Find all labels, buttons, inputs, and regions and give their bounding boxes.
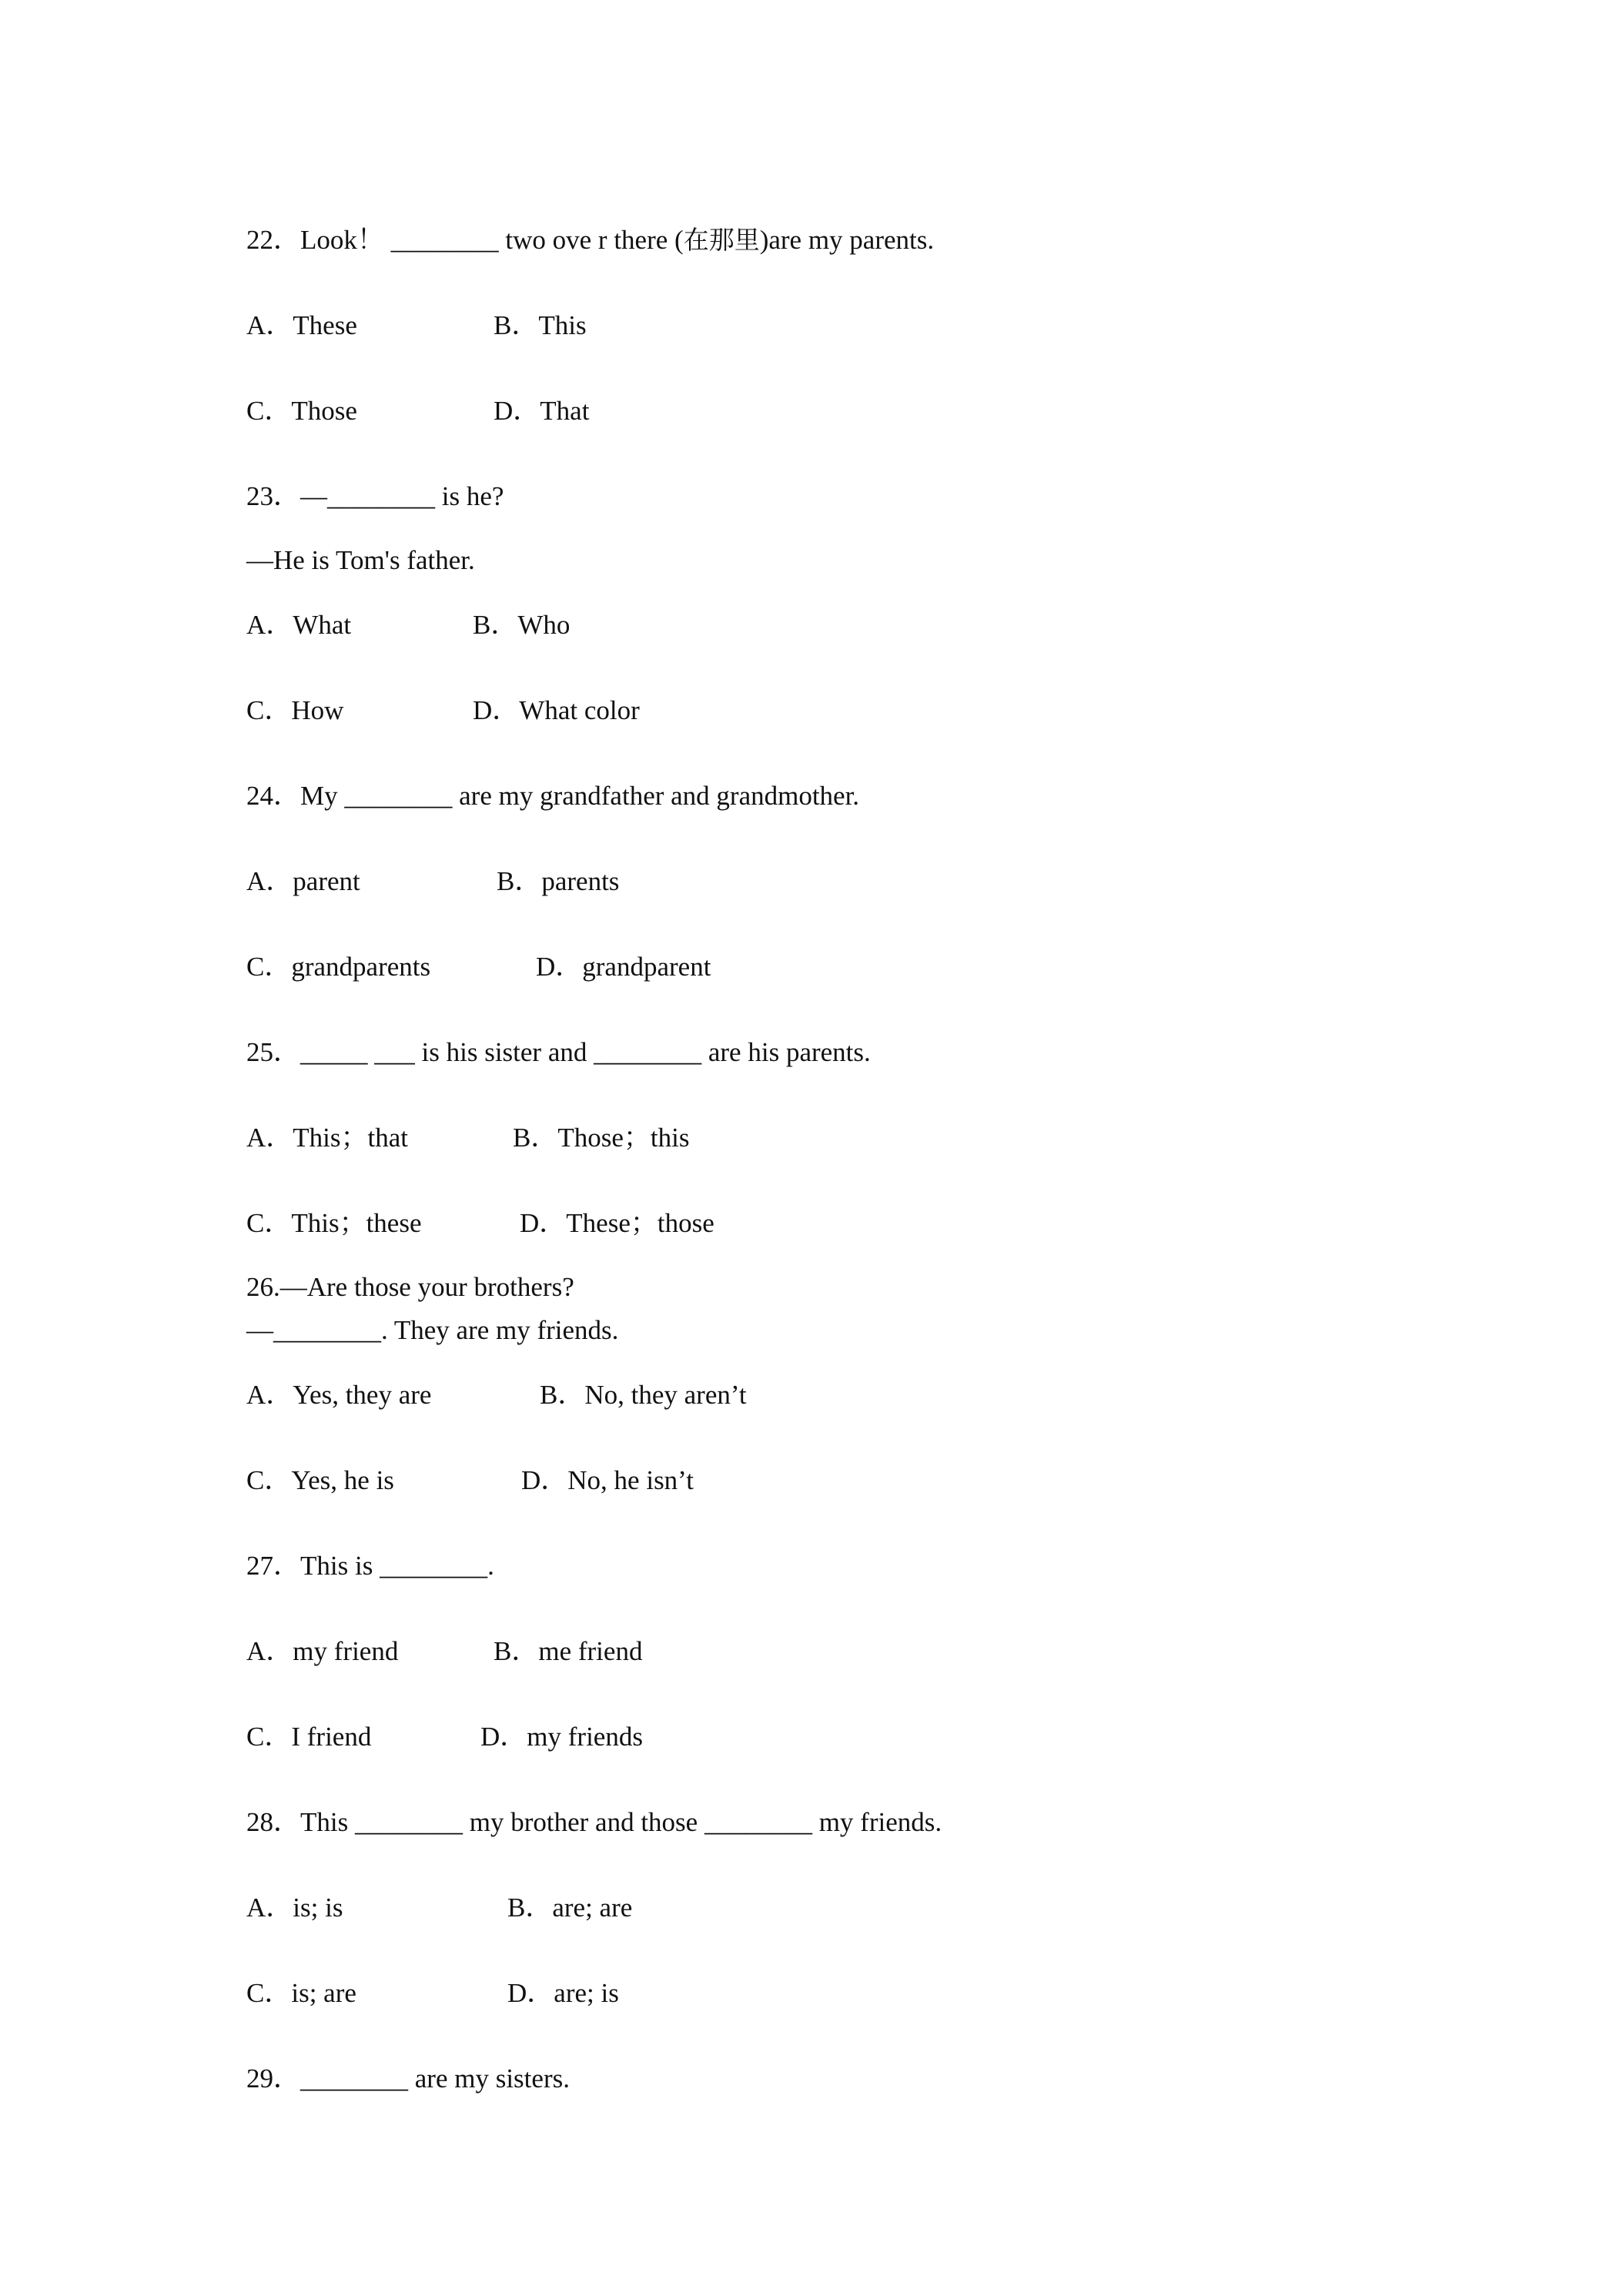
option-25-c[interactable]: C．This；these [246,1208,422,1238]
option-22-a[interactable]: A．These [246,310,357,340]
option-26-c[interactable]: C．Yes, he is [246,1465,394,1495]
option-27-a[interactable]: A．my friend [246,1636,399,1666]
option-23-d[interactable]: D．What color [473,695,640,725]
question-27 [246,1549,494,1583]
question-stem-cjk: 在那里 [683,225,760,255]
option-28-c[interactable]: C．is; are [246,1978,356,2008]
option-22-d[interactable]: D．That [494,396,590,426]
question-number: 28． [246,1807,301,1837]
option-22-b[interactable]: B．This [494,310,587,340]
option-26-a[interactable]: A．Yes, they are [246,1380,432,1410]
question-stem: —Are those your brothers? [279,1272,574,1302]
question-stem: This is ________. [300,1551,494,1581]
option-25-d[interactable]: D．These；those [520,1208,714,1238]
option-26-b[interactable]: B．No, they aren’t [540,1380,747,1410]
question-stem: _____ ___ is his sister and ________ are his parents. [300,1037,871,1067]
option-24-a[interactable]: A．parent [246,866,360,896]
option-28-d[interactable]: D．are; is [507,1978,619,2008]
option-27-d[interactable]: D．my friends [480,1722,643,1752]
question-number: 23． [246,481,301,511]
option-24-b[interactable]: B．parents [497,866,620,896]
option-25-a[interactable]: A．This；that [246,1123,408,1153]
option-23-a[interactable]: A．What [246,610,352,640]
question-28 [246,1806,942,1839]
dialog-line-26: —________. They are my friends. [246,1315,619,1345]
question-stem: This ________ my brother and those ________ my friends. [300,1807,942,1837]
question-stem: )are my parents. [759,225,935,255]
question-22 [246,223,934,257]
dialog-line-23: —He is Tom's father. [246,545,475,575]
question-24 [246,779,859,813]
option-23-c[interactable]: C．How [246,695,344,725]
option-23-b[interactable]: B．Who [473,610,571,640]
option-22-c[interactable]: C．Those [246,396,357,426]
option-27-b[interactable]: B．me friend [494,1636,643,1666]
option-27-c[interactable]: C．I friend [246,1722,372,1752]
question-25 [246,1036,871,1069]
question-number: 29． [246,2063,301,2094]
question-number: 22． [246,225,301,255]
option-28-b[interactable]: B．are; are [507,1893,633,1923]
option-25-b[interactable]: B．Those；this [513,1123,690,1153]
question-stem: ________ are my sisters. [300,2063,570,2094]
question-23 [246,480,504,514]
option-26-d[interactable]: D．No, he isn’t [521,1465,694,1495]
question-stem: My ________ are my grandfather and grandmother. [300,781,860,811]
question-number: 25． [246,1037,301,1067]
question-26 [246,1270,574,1304]
question-number: 27． [246,1551,301,1581]
question-number: 24． [246,781,301,811]
option-24-c[interactable]: C．grandparents [246,952,431,982]
question-stem: Look！ ________ two ove r there ( [300,225,684,255]
question-number: 26. [246,1272,280,1302]
question-stem: —________ is he? [300,481,504,511]
option-24-d[interactable]: D．grandparent [536,952,711,982]
question-29 [246,2062,570,2096]
option-28-a[interactable]: A．is; is [246,1893,343,1923]
